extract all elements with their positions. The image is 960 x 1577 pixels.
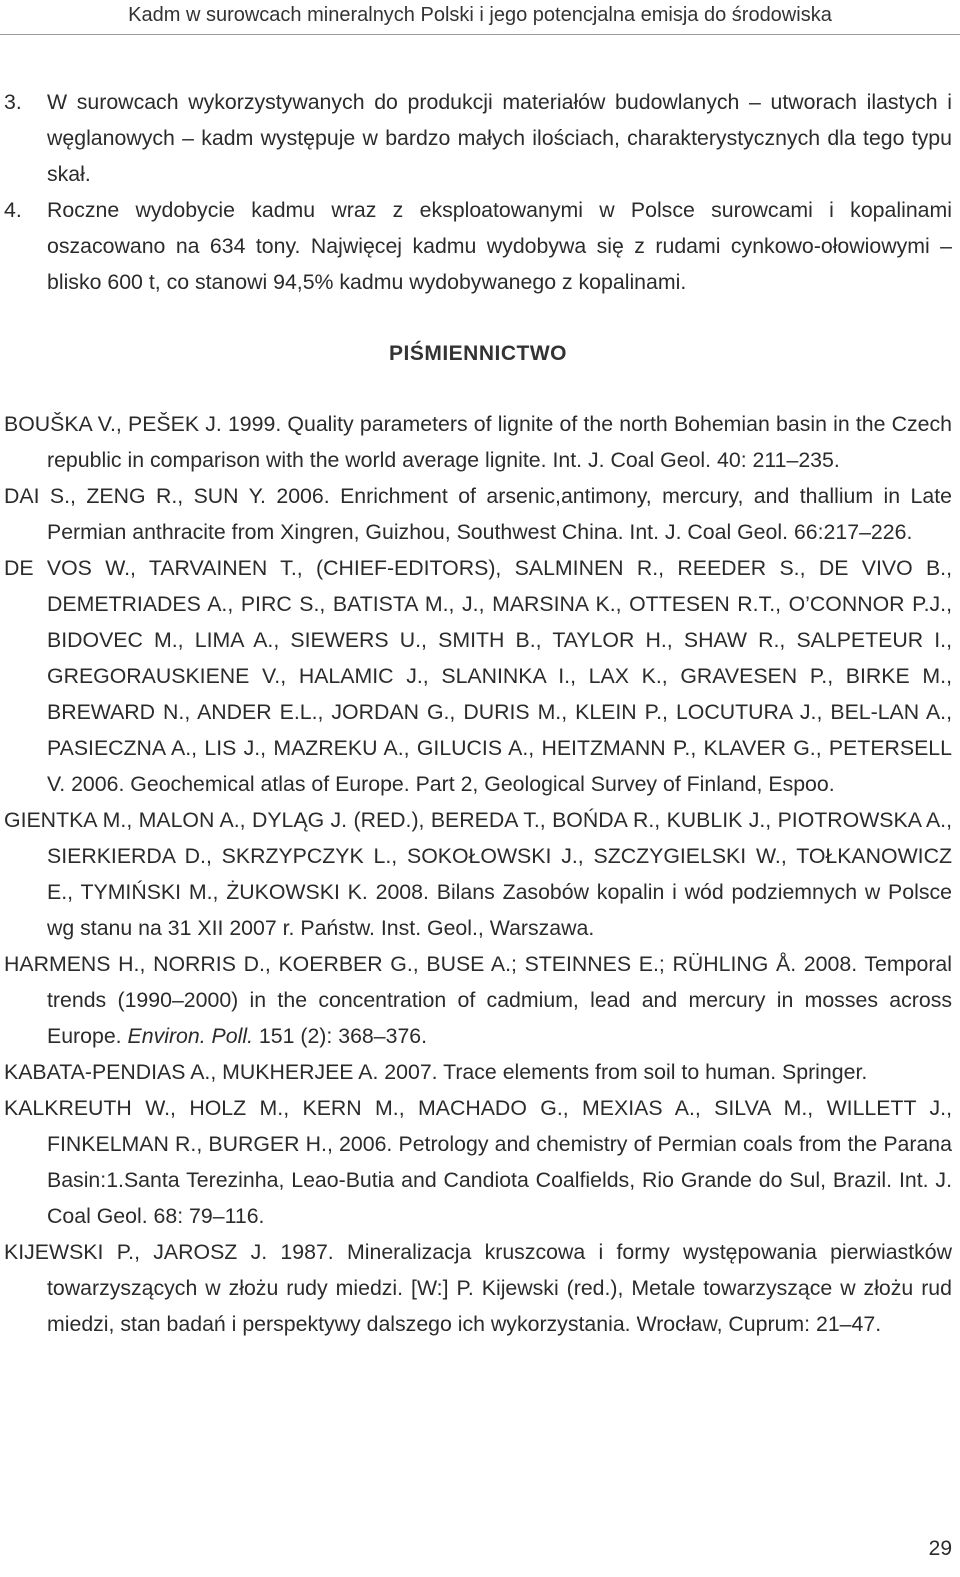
reference-journal: Environ. Poll.	[127, 1024, 253, 1048]
item-text: W surowcach wykorzystywanych do produkcji materiałów budowlanych – utworach ilastych i węglanowych – kadm występuje w bardzo małych ilościach, charakterystycznych dla tego typu skał.	[47, 90, 952, 186]
item-number: 3.	[4, 90, 22, 114]
reference-text: Mineralizacja kruszcowa i formy występowania pierwiastków towarzyszących w złożu rudy miedzi. [W:] P. Kijewski (red.), Metale towarzyszące w złożu rud miedzi, stan badań i perspektywy dalszego ich wykorzystania. Wrocław, Cuprum: 21–47.	[47, 1240, 952, 1336]
reference-text: Temporal trends (1990–2000) in the concentration of cadmium, lead and mercury in mosses across Europe.	[47, 952, 952, 1048]
reference-entry	[4, 946, 952, 1054]
running-header	[0, 0, 960, 36]
reference-entry	[4, 802, 952, 946]
reference-authors: BOUŠKA V., PEŠEK J. 1999.	[4, 412, 282, 436]
page-number: 29	[928, 1537, 952, 1560]
reference-authors: GIENTKA M., MALON A., DYLĄG J. (RED.), BEREDA T., BOŃDA R., KUBLIK J., PIOTROWSKA A., SIERKIERDA D., SKRZYPCZYK L., SOKOŁOWSKI J., SZCZYGIELSKI W., TOŁKANOWICZ E., TYMIŃSKI M., ŻUKOWSKI K. 2008.	[4, 808, 952, 904]
item-number: 4.	[4, 198, 22, 222]
reference-entry	[4, 1234, 952, 1342]
reference-entry	[4, 478, 952, 550]
reference-authors: HARMENS H., NORRIS D., KOERBER G., BUSE A.; STEINNES E.; RÜHLING Å. 2008.	[4, 952, 858, 976]
reference-entry	[4, 1054, 952, 1090]
conclusion-item-4	[4, 192, 952, 300]
reference-text: Geochemical atlas of Europe. Part 2, Geological Survey of Finland, Espoo.	[124, 772, 835, 796]
reference-text: Enrichment of arsenic,antimony, mercury, and thallium in Late Permian anthracite from Xingren, Guizhou, Southwest China. Int. J. Coal Geol. 66:217–226.	[47, 484, 952, 544]
conclusion-item-3	[4, 84, 952, 192]
reference-text: Quality parameters of lignite of the north Bohemian basin in the Czech republic in comparison with the world average lignite. Int. J. Coal Geol. 40: 211–235.	[47, 412, 952, 472]
reference-authors: KALKREUTH W., HOLZ M., KERN M., MACHADO G., MEXIAS A., SILVA M., WILLETT J., FINKELMAN R., BURGER H., 2006.	[4, 1096, 952, 1156]
running-header-title: Kadm w surowcach mineralnych Polski i jego potencjalna emisja do środowiska	[128, 4, 832, 26]
header-divider	[0, 34, 960, 35]
reference-text: Trace elements from soil to human. Springer.	[437, 1060, 868, 1084]
reference-authors: DAI S., ZENG R., SUN Y. 2006.	[4, 484, 330, 508]
page-content	[4, 84, 952, 1342]
reference-entry	[4, 1090, 952, 1234]
reference-entry	[4, 550, 952, 802]
section-title: PIŚMIENNICTWO	[389, 342, 567, 365]
reference-tail: 151 (2): 368–376.	[253, 1024, 428, 1048]
reference-authors: KABATA-PENDIAS A., MUKHERJEE A. 2007.	[4, 1060, 438, 1084]
reference-entry	[4, 406, 952, 478]
reference-authors: KIJEWSKI P., JAROSZ J. 1987.	[4, 1240, 334, 1264]
reference-authors: DE VOS W., TARVAINEN T., (CHIEF-EDITORS), SALMINEN R., REEDER S., DE VIVO B., DEMETRIADES A., PIRC S., BATISTA M., J., MARSINA K., OTTESEN R.T., O’CONNOR P.J., BIDOVEC M., LIMA A., SIEWERS U., SMITH B., TAYLOR H., SHAW R., SALPETEUR I., GREGORAUSKIENE V., HALAMIC J., SLANINKA I., LAX K., GRAVESEN P., BIRKE M., BREWARD N., ANDER E.L., JORDAN G., DURIS M., KLEIN P., LOCUTURA J., BEL-LAN A., PASIECZNA A., LIS J., MAZREKU A., GILUCIS A., HEITZMANN P., KLAVER G., PETERSELL V. 2006.	[4, 556, 952, 796]
reference-text: Petrology and chemistry of Permian coals from the Parana Basin:1.Santa Terezinha, Leao-Butia and Candiota Coalfields, Rio Grande do Sul, Brazil. Int. J. Coal Geol. 68: 79–116.	[47, 1132, 952, 1228]
reference-text: Bilans Zasobów kopalin i wód podziemnych w Polsce wg stanu na 31 XII 2007 r. Państw. Inst. Geol., Warszawa.	[47, 880, 952, 940]
item-text: Roczne wydobycie kadmu wraz z eksploatowanymi w Polsce surowcami i kopalinami oszacowano na 634 tony. Najwięcej kadmu wydobywa się z rudami cynkowo-ołowiowymi – blisko 600 t, co stanowi 94,5% kadmu wydobywanego z kopalinami.	[47, 198, 952, 294]
